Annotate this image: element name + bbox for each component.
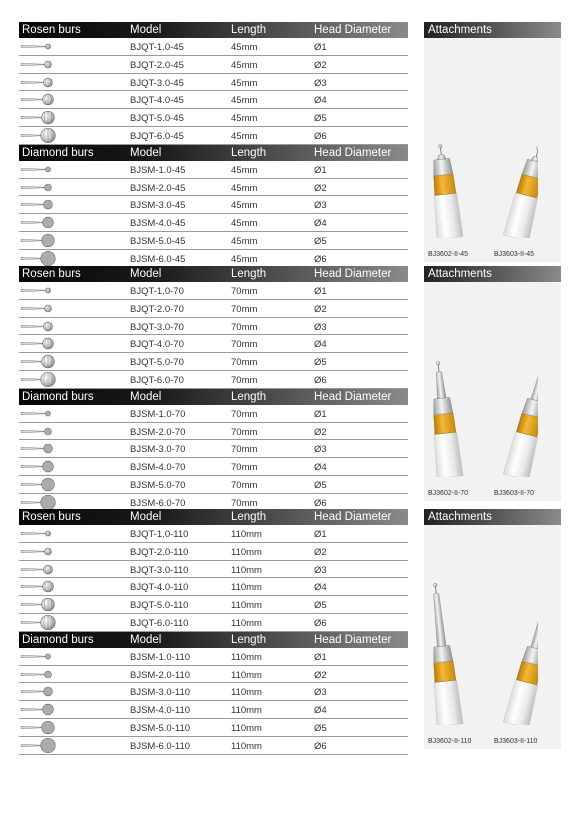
- attachments-title: Attachments: [424, 266, 561, 282]
- diamond-bur-icon: [19, 406, 59, 421]
- diameter-cell: Ø3: [314, 564, 327, 576]
- diameter-cell: Ø4: [314, 218, 327, 230]
- model-cell: BJQT-3.0-45: [130, 77, 184, 89]
- table-row: [19, 127, 408, 145]
- table-row: [19, 250, 408, 268]
- table-row: [19, 405, 408, 423]
- model-cell: BJQT-1.0-70: [130, 286, 184, 297]
- diamond-bur-icon: [19, 477, 59, 492]
- table-row: [19, 318, 408, 336]
- model-cell: BJSM-1.0-110: [130, 651, 191, 663]
- model-cell: BJSM-3.0-70: [130, 444, 186, 456]
- length-cell: 45mm: [231, 253, 258, 265]
- diameter-cell: Ø5: [314, 357, 327, 369]
- diameter-cell: Ø3: [314, 321, 327, 333]
- attachment-label-right: BJ3603-II-45: [494, 251, 535, 258]
- rosen-bur-icon: [19, 301, 59, 316]
- diameter-cell: Ø6: [314, 617, 327, 629]
- rosen-bur-icon: [19, 110, 59, 125]
- rosen-bur-icon: [19, 92, 59, 107]
- rosen-bur-icon: [19, 372, 59, 387]
- diameter-cell: Ø2: [314, 59, 327, 71]
- diameter-cell: Ø6: [314, 253, 327, 265]
- table-row: [19, 161, 408, 179]
- diameter-cell: Ø4: [314, 339, 327, 351]
- rosen-bur-icon: [19, 128, 59, 143]
- diamond-bur-icon: [19, 684, 59, 699]
- diameter-cell: Ø1: [314, 408, 327, 420]
- diameter-cell: Ø5: [314, 479, 327, 491]
- diameter-cell: Ø2: [314, 303, 327, 315]
- table-header: [19, 145, 408, 161]
- model-cell: BJSM-6.0-110: [130, 740, 191, 752]
- diamond-bur-icon: [19, 162, 59, 177]
- diameter-cell: Ø3: [314, 200, 327, 212]
- length-cell: 70mm: [231, 497, 258, 509]
- length-cell: 110mm: [231, 600, 262, 612]
- diameter-cell: Ø1: [314, 164, 327, 176]
- table-row: [19, 91, 408, 109]
- diamond-bur-icon: [19, 649, 59, 664]
- length-cell: 70mm: [231, 321, 258, 333]
- column-header-length: Length: [231, 268, 267, 280]
- table-row: [19, 300, 408, 318]
- table-row: [19, 56, 408, 74]
- diameter-cell: Ø1: [314, 286, 327, 297]
- table-row: [19, 179, 408, 197]
- diameter-cell: Ø6: [314, 374, 327, 386]
- attachments-panel: [424, 509, 561, 749]
- length-cell: 70mm: [231, 286, 258, 297]
- column-header-model: Model: [130, 511, 162, 523]
- length-cell: 45mm: [231, 235, 258, 247]
- model-cell: BJQT-4.0-110: [130, 582, 189, 594]
- group-title: Rosen burs: [22, 511, 81, 523]
- model-cell: BJQT-1.0-45: [130, 42, 184, 53]
- model-cell: BJQT-4.0-45: [130, 95, 184, 107]
- model-cell: BJSM-4.0-110: [130, 705, 191, 717]
- table-row: [19, 596, 408, 614]
- table-row: [19, 578, 408, 596]
- diamond-bur-icon: [19, 197, 59, 212]
- table-row: [19, 683, 408, 701]
- diamond-bur-icon: [19, 233, 59, 248]
- diameter-cell: Ø6: [314, 497, 327, 509]
- table-header: [19, 22, 408, 38]
- length-cell: 45mm: [231, 200, 258, 212]
- table-header: [19, 389, 408, 405]
- diameter-cell: Ø6: [314, 130, 327, 142]
- attachment-label-left: BJ3602-II-70: [428, 490, 469, 497]
- table-header: [19, 266, 408, 282]
- diamond-bur-icon: [19, 495, 59, 510]
- column-header-diameter: Head Diameter: [314, 511, 392, 523]
- group-title: Diamond burs: [22, 146, 94, 159]
- bur-tables: [19, 22, 408, 268]
- rosen-bur-icon: [19, 579, 59, 594]
- diamond-bur-icon: [19, 441, 59, 456]
- rosen-bur-icon: [19, 39, 59, 54]
- model-cell: BJSM-6.0-45: [130, 253, 186, 265]
- diamond-bur-table: [19, 632, 408, 755]
- table-row: [19, 525, 408, 543]
- model-cell: BJQT-4.0-70: [130, 339, 184, 351]
- attachments-title: Attachments: [424, 22, 561, 38]
- diameter-cell: Ø2: [314, 546, 327, 558]
- model-cell: BJSM-1.0-70: [130, 408, 186, 420]
- length-cell: 45mm: [231, 77, 258, 89]
- group-title: Diamond burs: [22, 633, 94, 646]
- column-header-diameter: Head Diameter: [314, 633, 392, 646]
- rosen-bur-table: [19, 22, 408, 145]
- diameter-cell: Ø1: [314, 651, 327, 663]
- angled-handpiece-image: [494, 549, 538, 725]
- length-cell: 110mm: [231, 687, 262, 699]
- attachment-label-right: BJ3603-II-110: [494, 738, 538, 745]
- attachment-label-left: BJ3602-II-110: [428, 738, 472, 745]
- model-cell: BJQT-2.0-110: [130, 546, 189, 558]
- table-row: [19, 38, 408, 56]
- rosen-bur-icon: [19, 354, 59, 369]
- length-cell: 70mm: [231, 357, 258, 369]
- table-row: [19, 648, 408, 666]
- model-cell: BJSM-4.0-70: [130, 462, 186, 474]
- model-cell: BJSM-3.0-45: [130, 200, 186, 212]
- diameter-cell: Ø5: [314, 235, 327, 247]
- diameter-cell: Ø1: [314, 529, 327, 540]
- attachments-images: [424, 282, 561, 501]
- group-title: Rosen burs: [22, 24, 81, 36]
- length-cell: 70mm: [231, 462, 258, 474]
- diameter-cell: Ø5: [314, 722, 327, 734]
- column-header-model: Model: [130, 390, 162, 403]
- column-header-model: Model: [130, 633, 162, 646]
- rosen-bur-icon: [19, 597, 59, 612]
- column-header-diameter: Head Diameter: [314, 146, 392, 159]
- model-cell: BJQT-3.0-110: [130, 564, 189, 576]
- length-cell: 45mm: [231, 59, 258, 71]
- column-header-model: Model: [130, 146, 162, 159]
- model-cell: BJQT-2.0-70: [130, 303, 184, 315]
- table-row: [19, 371, 408, 389]
- diamond-bur-icon: [19, 738, 59, 753]
- table-row: [19, 196, 408, 214]
- model-cell: BJSM-6.0-70: [130, 497, 186, 509]
- model-cell: BJQT-5.0-110: [130, 600, 189, 612]
- rosen-bur-icon: [19, 526, 59, 541]
- table-row: [19, 423, 408, 441]
- diameter-cell: Ø4: [314, 95, 327, 107]
- model-cell: BJQT-1.0-110: [130, 529, 189, 540]
- model-cell: BJSM-4.0-45: [130, 218, 186, 230]
- model-cell: BJSM-2.0-45: [130, 182, 186, 194]
- table-row: [19, 214, 408, 232]
- diameter-cell: Ø6: [314, 740, 327, 752]
- attachments-panel: [424, 22, 561, 262]
- rosen-bur-icon: [19, 562, 59, 577]
- rosen-bur-icon: [19, 283, 59, 298]
- length-cell: 45mm: [231, 95, 258, 107]
- model-cell: BJSM-5.0-45: [130, 235, 186, 247]
- diamond-bur-icon: [19, 251, 59, 266]
- table-row: [19, 701, 408, 719]
- length-cell: 110mm: [231, 669, 262, 681]
- diameter-cell: Ø4: [314, 582, 327, 594]
- length-cell: 45mm: [231, 218, 258, 230]
- length-cell: 70mm: [231, 479, 258, 491]
- column-header-diameter: Head Diameter: [314, 268, 392, 280]
- rosen-bur-icon: [19, 57, 59, 72]
- diamond-bur-icon: [19, 180, 59, 195]
- table-row: [19, 440, 408, 458]
- diameter-cell: Ø1: [314, 42, 327, 53]
- bur-tables: [19, 266, 408, 512]
- diamond-bur-table: [19, 389, 408, 512]
- diameter-cell: Ø2: [314, 669, 327, 681]
- model-cell: BJQT-6.0-70: [130, 374, 184, 386]
- length-cell: 45mm: [231, 130, 258, 142]
- model-cell: BJQT-3.0-70: [130, 321, 184, 333]
- rosen-bur-icon: [19, 319, 59, 334]
- column-header-length: Length: [231, 146, 267, 159]
- length-cell: 70mm: [231, 339, 258, 351]
- angled-handpiece-image: [494, 301, 538, 477]
- column-header-length: Length: [231, 390, 267, 403]
- group-title: Rosen burs: [22, 268, 81, 280]
- column-header-model: Model: [130, 24, 162, 36]
- length-cell: 110mm: [231, 705, 262, 717]
- diameter-cell: Ø2: [314, 426, 327, 438]
- length-cell: 70mm: [231, 303, 258, 315]
- diameter-cell: Ø2: [314, 182, 327, 194]
- model-cell: BJSM-5.0-110: [130, 722, 191, 734]
- table-row: [19, 543, 408, 561]
- length-cell: 45mm: [231, 182, 258, 194]
- column-header-model: Model: [130, 268, 162, 280]
- angled-handpiece-image: [494, 62, 538, 238]
- table-header: [19, 632, 408, 648]
- attachments-title: Attachments: [424, 509, 561, 525]
- length-cell: 110mm: [231, 529, 262, 540]
- length-cell: 110mm: [231, 564, 262, 576]
- diameter-cell: Ø5: [314, 113, 327, 125]
- diameter-cell: Ø4: [314, 705, 327, 717]
- column-header-diameter: Head Diameter: [314, 390, 392, 403]
- diamond-bur-icon: [19, 459, 59, 474]
- table-row: [19, 282, 408, 300]
- diamond-bur-icon: [19, 215, 59, 230]
- length-cell: 110mm: [231, 722, 262, 734]
- column-header-length: Length: [231, 511, 267, 523]
- attachment-label-left: BJ3602-II-45: [428, 251, 469, 258]
- length-cell: 110mm: [231, 651, 262, 663]
- model-cell: BJSM-3.0-110: [130, 687, 191, 699]
- model-cell: BJQT-5.0-70: [130, 357, 184, 369]
- diameter-cell: Ø3: [314, 687, 327, 699]
- diamond-bur-icon: [19, 424, 59, 439]
- straight-handpiece-image: [428, 62, 472, 238]
- table-row: [19, 335, 408, 353]
- diamond-bur-icon: [19, 702, 59, 717]
- rosen-bur-icon: [19, 336, 59, 351]
- diamond-bur-table: [19, 145, 408, 268]
- diameter-cell: Ø4: [314, 462, 327, 474]
- column-header-length: Length: [231, 633, 267, 646]
- length-cell: 45mm: [231, 164, 258, 176]
- group-title: Diamond burs: [22, 390, 94, 403]
- table-row: [19, 458, 408, 476]
- table-row: [19, 719, 408, 737]
- model-cell: BJQT-6.0-45: [130, 130, 184, 142]
- column-header-length: Length: [231, 24, 267, 36]
- straight-handpiece-image: [428, 549, 472, 725]
- model-cell: BJQT-2.0-45: [130, 59, 184, 71]
- length-cell: 45mm: [231, 42, 258, 53]
- diameter-cell: Ø5: [314, 600, 327, 612]
- diamond-bur-icon: [19, 667, 59, 682]
- rosen-bur-icon: [19, 615, 59, 630]
- model-cell: BJQT-6.0-110: [130, 617, 189, 629]
- model-cell: BJQT-5.0-45: [130, 113, 184, 125]
- column-header-diameter: Head Diameter: [314, 24, 392, 36]
- table-row: [19, 109, 408, 127]
- rosen-bur-icon: [19, 544, 59, 559]
- bur-tables: [19, 509, 408, 755]
- table-row: [19, 353, 408, 371]
- model-cell: BJSM-2.0-70: [130, 426, 186, 438]
- length-cell: 70mm: [231, 374, 258, 386]
- attachment-label-right: BJ3603-II-70: [494, 490, 535, 497]
- diamond-bur-icon: [19, 720, 59, 735]
- model-cell: BJSM-1.0-45: [130, 164, 186, 176]
- rosen-bur-table: [19, 266, 408, 389]
- diameter-cell: Ø3: [314, 444, 327, 456]
- length-cell: 70mm: [231, 408, 258, 420]
- length-cell: 70mm: [231, 444, 258, 456]
- table-row: [19, 737, 408, 755]
- straight-handpiece-image: [428, 301, 472, 477]
- length-cell: 110mm: [231, 740, 262, 752]
- table-row: [19, 476, 408, 494]
- diameter-cell: Ø3: [314, 77, 327, 89]
- table-row: [19, 561, 408, 579]
- length-cell: 110mm: [231, 546, 262, 558]
- attachments-images: [424, 38, 561, 262]
- table-row: [19, 666, 408, 684]
- length-cell: 70mm: [231, 426, 258, 438]
- table-row: [19, 74, 408, 92]
- attachments-panel: [424, 266, 561, 501]
- table-row: [19, 614, 408, 632]
- table-row: [19, 232, 408, 250]
- rosen-bur-table: [19, 509, 408, 632]
- length-cell: 110mm: [231, 617, 262, 629]
- attachments-images: [424, 525, 561, 749]
- model-cell: BJSM-5.0-70: [130, 479, 186, 491]
- table-header: [19, 509, 408, 525]
- length-cell: 45mm: [231, 113, 258, 125]
- rosen-bur-icon: [19, 75, 59, 90]
- length-cell: 110mm: [231, 582, 262, 594]
- model-cell: BJSM-2.0-110: [130, 669, 191, 681]
